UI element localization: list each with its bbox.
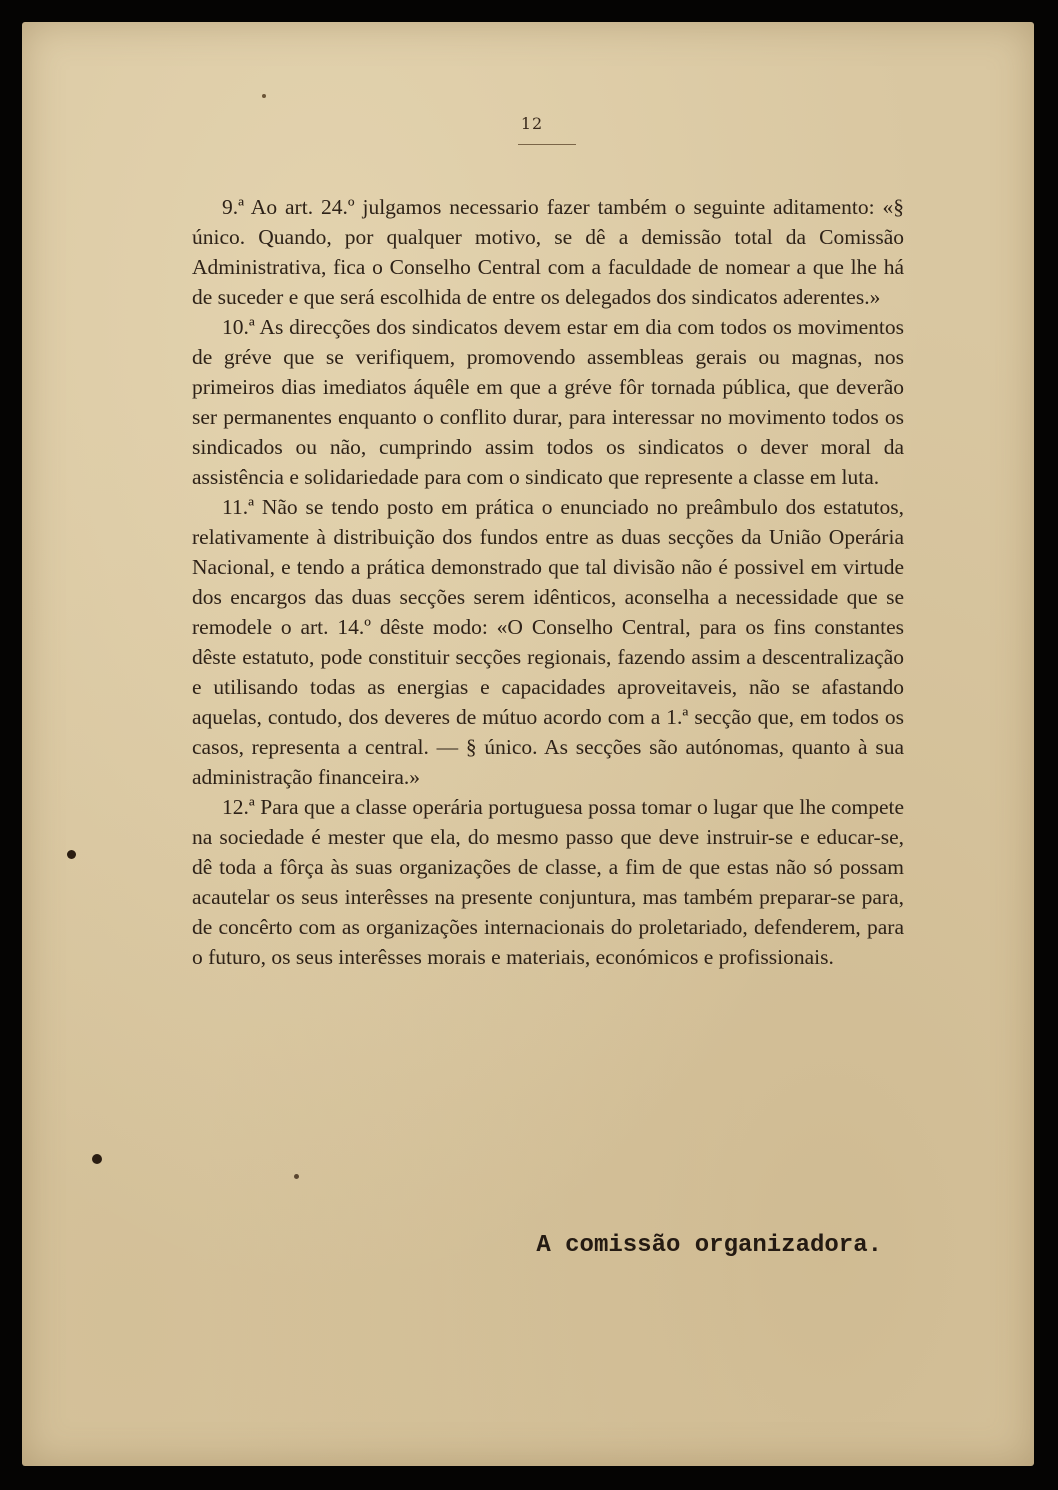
document-page: [22, 22, 1034, 1466]
paragraph-11: 11.ª Não se tendo posto em prática o enunciado no preâmbulo dos estatutos, relativamente à distribuição dos fundos entre as duas secções da União Operária Nacional, e tendo a prática demonstrado que tal divisão não é possivel em virtude dos encargos das duas secções serem idênticos, aconselha a necessidade que se remodele o art. 14.º dêste modo: «O Conselho Central, para os fins constantes dêste estatuto, pode constituir secções regionais, fazendo assim a descentralização e utilisando todas as energias e capacidades aproveitaveis, não se afastando aquelas, contudo, dos deveres de mútuo acordo com a 1.ª secção que, em todos os casos, representa a central. — § único. As secções são autónomas, quanto à sua administração financeira.»: [192, 495, 904, 789]
paragraph-12: 12.ª Para que a classe operária portuguesa possa tomar o lugar que lhe compete na sociedade é mester que ela, do mesmo passo que deve instruir-se e educar-se, dê toda a fôrça às suas organizações de classe, a fim de que estas não só possam acautelar os seus interêsses na presente conjuntura, mas também preparar-se para, de concêrto com as organizações internacionais do proletariado, defenderem, para o futuro, os seus interêsses morais e materiais, económicos e profissionais.: [192, 795, 904, 969]
ink-spot: [92, 1154, 102, 1164]
ink-spot: [67, 850, 76, 859]
paragraph-10: 10.ª As direcções dos sindicatos devem estar em dia com todos os movimentos de gréve que se verifiquem, promovendo assembleas gerais ou magnas, nos primeiros dias imediatos áquêle em que a gréve fôr tornada pública, que deverão ser permanentes enquanto o conflito durar, para interessar no movimento todos os sindicados ou não, cumprindo assim todos os sindicatos o dever moral da assistência e solidariedade para com o sindicato que represente a classe em luta.: [192, 315, 904, 489]
body-text: [192, 192, 904, 972]
paragraph-9: 9.ª Ao art. 24.º julgamos necessario fazer também o seguinte aditamento: «§ único. Quando, por qualquer motivo, se dê a demissão total da Comissão Administrativa, fica o Conselho Central com a faculdade de nomear a que lhe há de suceder e que será escolhida de entre os delegados dos sindicatos aderentes.»: [192, 195, 904, 309]
page-number: 12: [520, 114, 544, 133]
ink-spot: [294, 1174, 299, 1179]
signature: A comissão organizadora.: [536, 1232, 882, 1259]
header-rule: [518, 144, 576, 145]
ink-spot: [262, 94, 266, 98]
